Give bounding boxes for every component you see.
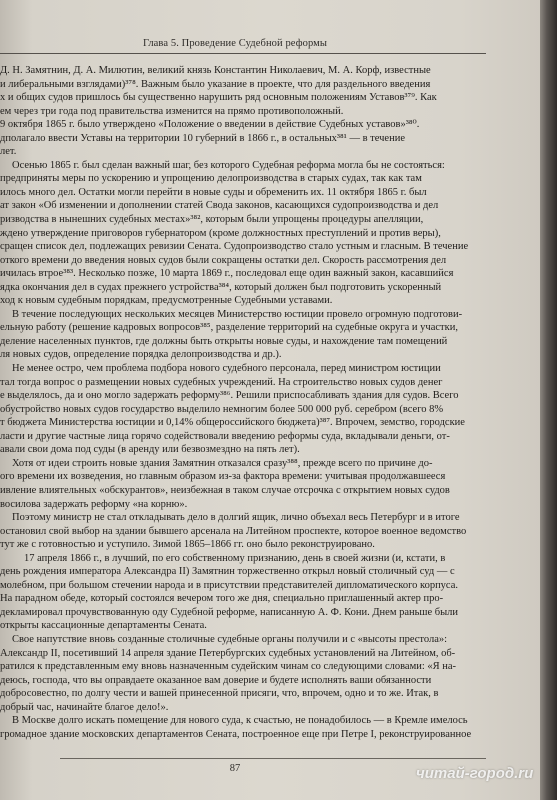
text-line: 17 апреля 1866 г., в лучший, по его собственному признанию, день в своей жизни (и, кстати, в — [24, 552, 446, 564]
text-line: Д. Н. Замятнин, Д. А. Милютин, великий князь Константин Николаевич, М. А. Корф, известные — [0, 65, 431, 76]
text-line: и либеральными взглядами)³⁷⁸. Важным было указание в проекте, что для раздельного введения — [0, 78, 431, 90]
text-line: ат закон «Об изменении и дополнении статей Свода законов, касающихся судопроизводства и дел — [0, 200, 439, 212]
running-header: Глава 5. Проведение Судебной реформы — [142, 38, 328, 49]
text-line: тут же с готовностью и уступило. Зимой 1865–1866 гг. оно было реконструировано. — [0, 539, 375, 551]
text-line: сращен список дел, подлежащих ревизии Сената. Судопроизводство стало устным и гласным. В течение — [0, 241, 469, 253]
text-line: ждено утверждение приговоров губернатором (кроме должностных преступлений и против веры), — [0, 227, 441, 239]
text-line: ельную работу (решение кадровых вопросов³⁸⁵, разделение территорий на судебные округа и участки, — [0, 322, 458, 334]
text-line: 9 октября 1865 г. было утверждено «Положение о введении в действие Судебных уставов»³⁸⁰. — [0, 119, 420, 131]
text-line: деюсь, господа, что вы оправдаете оказанное вам доверие и будете исполнять ваши обязанности — [0, 674, 432, 686]
text-line: В Москве долго искать помещение для нового суда, к счастью, не понадобилось — в Кремле имелось — [12, 715, 468, 727]
text-line: Свое напутствие вновь созданные столичные судебные органы получили и с «высоты престола»: — [12, 633, 448, 645]
header-rule — [0, 53, 486, 54]
text-line: Не менее остро, чем проблема подбора нового судебного персонала, перед министром юстиции — [12, 363, 441, 375]
text-line: ядка окончания дел в судах прежнего устройства³⁸⁴, который должен был подготовить ускоренный — [0, 281, 442, 293]
text-line: добросовестно, по долгу чести и вашей принесенной присяги, что, впрочем, одно и то же. Итак, в — [0, 688, 439, 700]
text-line: авали свои дома под суды (в аренду или безвозмездно на пять лет). — [0, 444, 300, 456]
text-line: На парадном обеде, который состоялся вечером того же дня, специально приглашенный актер про- — [0, 593, 444, 605]
text-line: предприняты меры по ускорению и упрощению делопроизводства в старых судах, так как там — [0, 173, 422, 185]
text-line: х и общих судов пришлось бы существенно нарушить ряд основным положениям Уставов³⁷⁹. Как — [0, 92, 437, 104]
text-line: ризводства в нынешних судебных местах»³⁸², которым были упрощены процедуры апелляции, — [0, 214, 424, 226]
book-binding-edge — [540, 0, 557, 800]
text-line: лет. — [0, 146, 17, 158]
text-line: декламировал прочувствованную оду Судебной реформе, написанную А. Ф. Кони. Днем раньше были — [0, 606, 459, 618]
text-line: открыты кассационные департаменты Сената. — [0, 620, 207, 632]
text-line: ого времени их возведения, но главным образом из-за фактора времени: учитывая продолжавшееся — [0, 471, 446, 483]
watermark-logo: читай-город.ru — [416, 765, 534, 782]
text-line: добрый час, начинайте благое дело!». — [0, 701, 169, 713]
text-line: е выделялось, да и оно могло задержать реформу³⁸⁶. Решили приспосабливать здания для судов. Всего — [0, 390, 459, 402]
footer-rule — [60, 758, 486, 759]
text-line: громадное здание московских департаментов Сената, построенное еще при Петре I, реконструированное — [0, 728, 472, 740]
body-text — [0, 64, 476, 741]
text-line: ивление влиятельных «обскурантов», неизбежная в таком случае отсрочка с открытием новых судов — [0, 484, 450, 496]
text-line: ратился к представленным ему вновь назначенным судейским чинам со следующими словами: «Я на- — [0, 661, 457, 673]
text-line: Хотя от идеи строить новые здания Замятнин отказался сразу³⁸⁸, прежде всего по причине до- — [12, 457, 433, 469]
text-line: молебном, при большом стечении народа и в присутствии представителей дипломатического корпуса. — [0, 579, 459, 591]
text-line: дполагало ввести Уставы на территории 10 губерний в 1866 г., в остальных³⁸¹ — в течение — [0, 132, 405, 144]
text-line: день рождения императора Александра II) Замятнин торжественно открыл новый столичный суд — с — [0, 566, 455, 578]
page-number: 87 — [229, 763, 241, 774]
text-line: илось много дел. Остатки могли перейти в новые суды и обременить их. 11 октября 1865 г. был — [0, 186, 427, 198]
text-line: Александр II, посетивший 14 апреля здание Петербургских судебных установлений на Литейном, об- — [0, 647, 456, 659]
text-line: Осенью 1865 г. был сделан важный шаг, без которого Судебная реформа могла бы не состояться: — [12, 159, 445, 171]
text-line: восилова задержать реформу «на корню». — [0, 498, 188, 510]
text-line: остановил свой выбор на здании бывшего арсенала на Литейном проспекте, которое военное ведомство — [0, 525, 467, 537]
text-line: ля новых судов, определение порядка делопроизводства и др.). — [0, 349, 282, 361]
text-line: тал тогда вопрос о размещении новых судебных учреждений. На строительство новых судов денег — [0, 376, 443, 388]
text-line: т бюджета Министерства юстиции и 0,14% общероссийского бюджета)³⁸⁷. Впрочем, земство, городские — [0, 417, 465, 429]
text-line: ем через три года под правительства изменится на прямо противоположный. — [0, 105, 344, 117]
text-line: ласти и другие частные лица горячо содействовали введению реформы суда, вкладывали деньги, от- — [0, 430, 450, 442]
text-line: откого времени до введения новых судов были сокращены остатки дел. Скорость рассмотрения дел — [0, 254, 447, 266]
text-line: ичилась втрое³⁸³. Несколько позже, 10 марта 1869 г., последовал еще один важный закон, касавшийся — [0, 268, 454, 280]
text-line: Поэтому министр не стал откладывать дело в долгий ящик, лично объехал весь Петербург и в итоге — [12, 512, 460, 524]
text-line: ход к новым судебным порядкам, предусмотренные Судебными уставами. — [0, 295, 333, 307]
text-line: В течение последующих нескольких месяцев Министерство юстиции провело огромную подготови- — [12, 308, 463, 320]
text-line: деление населенных пунктов, где должны быть открыты новые суды, и нахождение там помещений — [0, 335, 448, 347]
text-line: обустройство новых судов государство выделило немногим более 500 000 руб. серебром (всего 8% — [0, 403, 444, 415]
